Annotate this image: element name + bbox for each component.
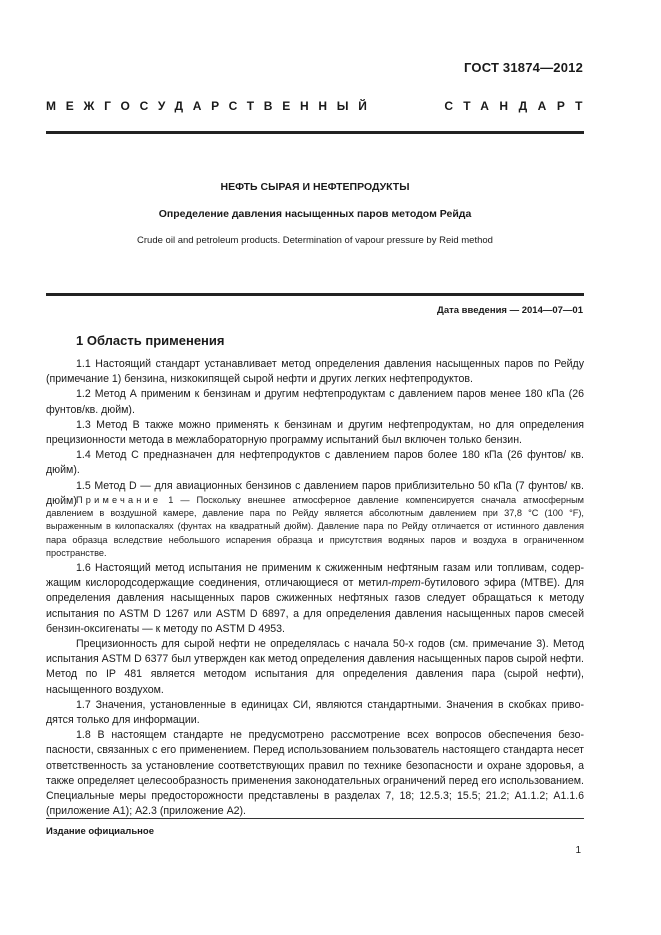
document-subtitle: Определение давления насыщенных паров методом Рейда (158, 208, 472, 220)
paragraph-1-3: 1.3 Метод В также можно применять к бензинам и другим нефтепродуктам, но для определения прецизионности метода в межлабораторную программу испытаний был включен только бензин. (46, 418, 584, 447)
note-label: Примечание (76, 495, 162, 505)
edition-label: Издание официальное (46, 826, 154, 837)
paragraph-1-6: 1.6 Настоящий метод испытания не применим к сжиженным нефтяным газам или топливам, содержащим кислородсодержащие соединения, отличающиеся от метил-трет-бутилового эфира (МТВЕ). Для определения давления насыщенных паров сжиженных нефтяных газов следует обращаться к методу испытания по ASTM D 1267 или ASTM D 6897, а для определения давления насыщенных паров смесей бензин-оксигенаты — к методу по ASTM D 4953. (46, 562, 584, 635)
paragraph-1-8: 1.8 В настоящем стандарте не предусмотрено рассмотрение всех вопросов обеспечения безопасности, связанных с его применением. Перед использованием пользователь настоящего стандарта несет ответственность за установление соответствующих правил по технике безопасности и охране здоровья, а также определяет целесообразность применения законодательных ограничений перед его использованием. Специальные меры предосторожности представлены в разделах 7, 18; 12.5.3; 15.5; 21.2; А1.1.2; А1.1.6 (приложение А1); А2.3 (приложение А2). (46, 729, 584, 818)
italic-term: трет (391, 577, 421, 590)
header-rule (46, 131, 584, 134)
standard-number: ГОСТ 31874—2012 (464, 60, 583, 75)
standard-type-word2: СТАНДАРТ (444, 99, 593, 113)
title-rule (46, 293, 584, 296)
document-title: НЕФТЬ СЫРАЯ И НЕФТЕПРОДУКТЫ (220, 181, 410, 193)
paragraph-1-2: 1.2 Метод А применим к бензинам и другим нефтепродуктам с давлением паров менее 180 кПа (26 фунтов/кв. дюйм). (46, 388, 584, 416)
paragraph-1-5: 1.5 Метод D — для авиационных бензинов с давлением паров приблизительно 50 кПа (7 фунтов/ кв. дюйм) (46, 479, 584, 507)
introduction-date: Дата введения — 2014—07—01 (437, 305, 583, 316)
note-text: 1 — Поскольку внешнее атмосферное давление компенсируется сначала атмосферным давлением в воздушной камере, давление пара по Рейду является абсолютным давлением при 37,8 °С (100 °F), выраженным в килопаскалях (фунтах на квадратный дюйм). Давление пара по Рейду отличается от истинного давления пара образца вследствие небольшого испарения образца и присутствия водяных паров и воздуха в ограниченном пространстве. (46, 495, 584, 558)
section-body-part1 (46, 357, 584, 509)
paragraph-1-7: 1.7 Значения, установленные в единицах СИ, являются стандартными. Значения в скобках приводятся только для информации. (46, 698, 584, 727)
standard-type-word1: МЕЖГОСУДАРСТВЕННЫЙ (46, 99, 377, 113)
document-title-english: Crude oil and petroleum products. Determination of vapour pressure by Reid method (137, 235, 493, 246)
section-body-part2 (46, 561, 584, 819)
paragraph-1-1: 1.1 Настоящий стандарт устанавливает метод определения давления насыщенных паров по Рейду (примечание 1) бензина, низкокипящей сырой нефти и других легких нефтепродуктов. (46, 358, 584, 386)
paragraph-1-4: 1.4 Метод С предназначен для нефтепродуктов с давлением паров более 180 кПа (26 фунтов/ кв. дюйм). (46, 449, 584, 477)
paragraph-precision: Прецизионность для сырой нефти не определялась с начала 50-х годов (см. примечание 3). Метод испытания ASTM D 6377 был утвержден как метод определения давления насыщенных паров сырой нефти. Метод по IP 481 является методом испытания для определения давления пара (сырой нефти), насыщенного воздухом. (46, 638, 584, 696)
page-number: 1 (575, 845, 581, 856)
footer-rule (46, 818, 584, 819)
section-heading: 1 Область применения (76, 333, 225, 348)
note-1 (46, 494, 584, 560)
